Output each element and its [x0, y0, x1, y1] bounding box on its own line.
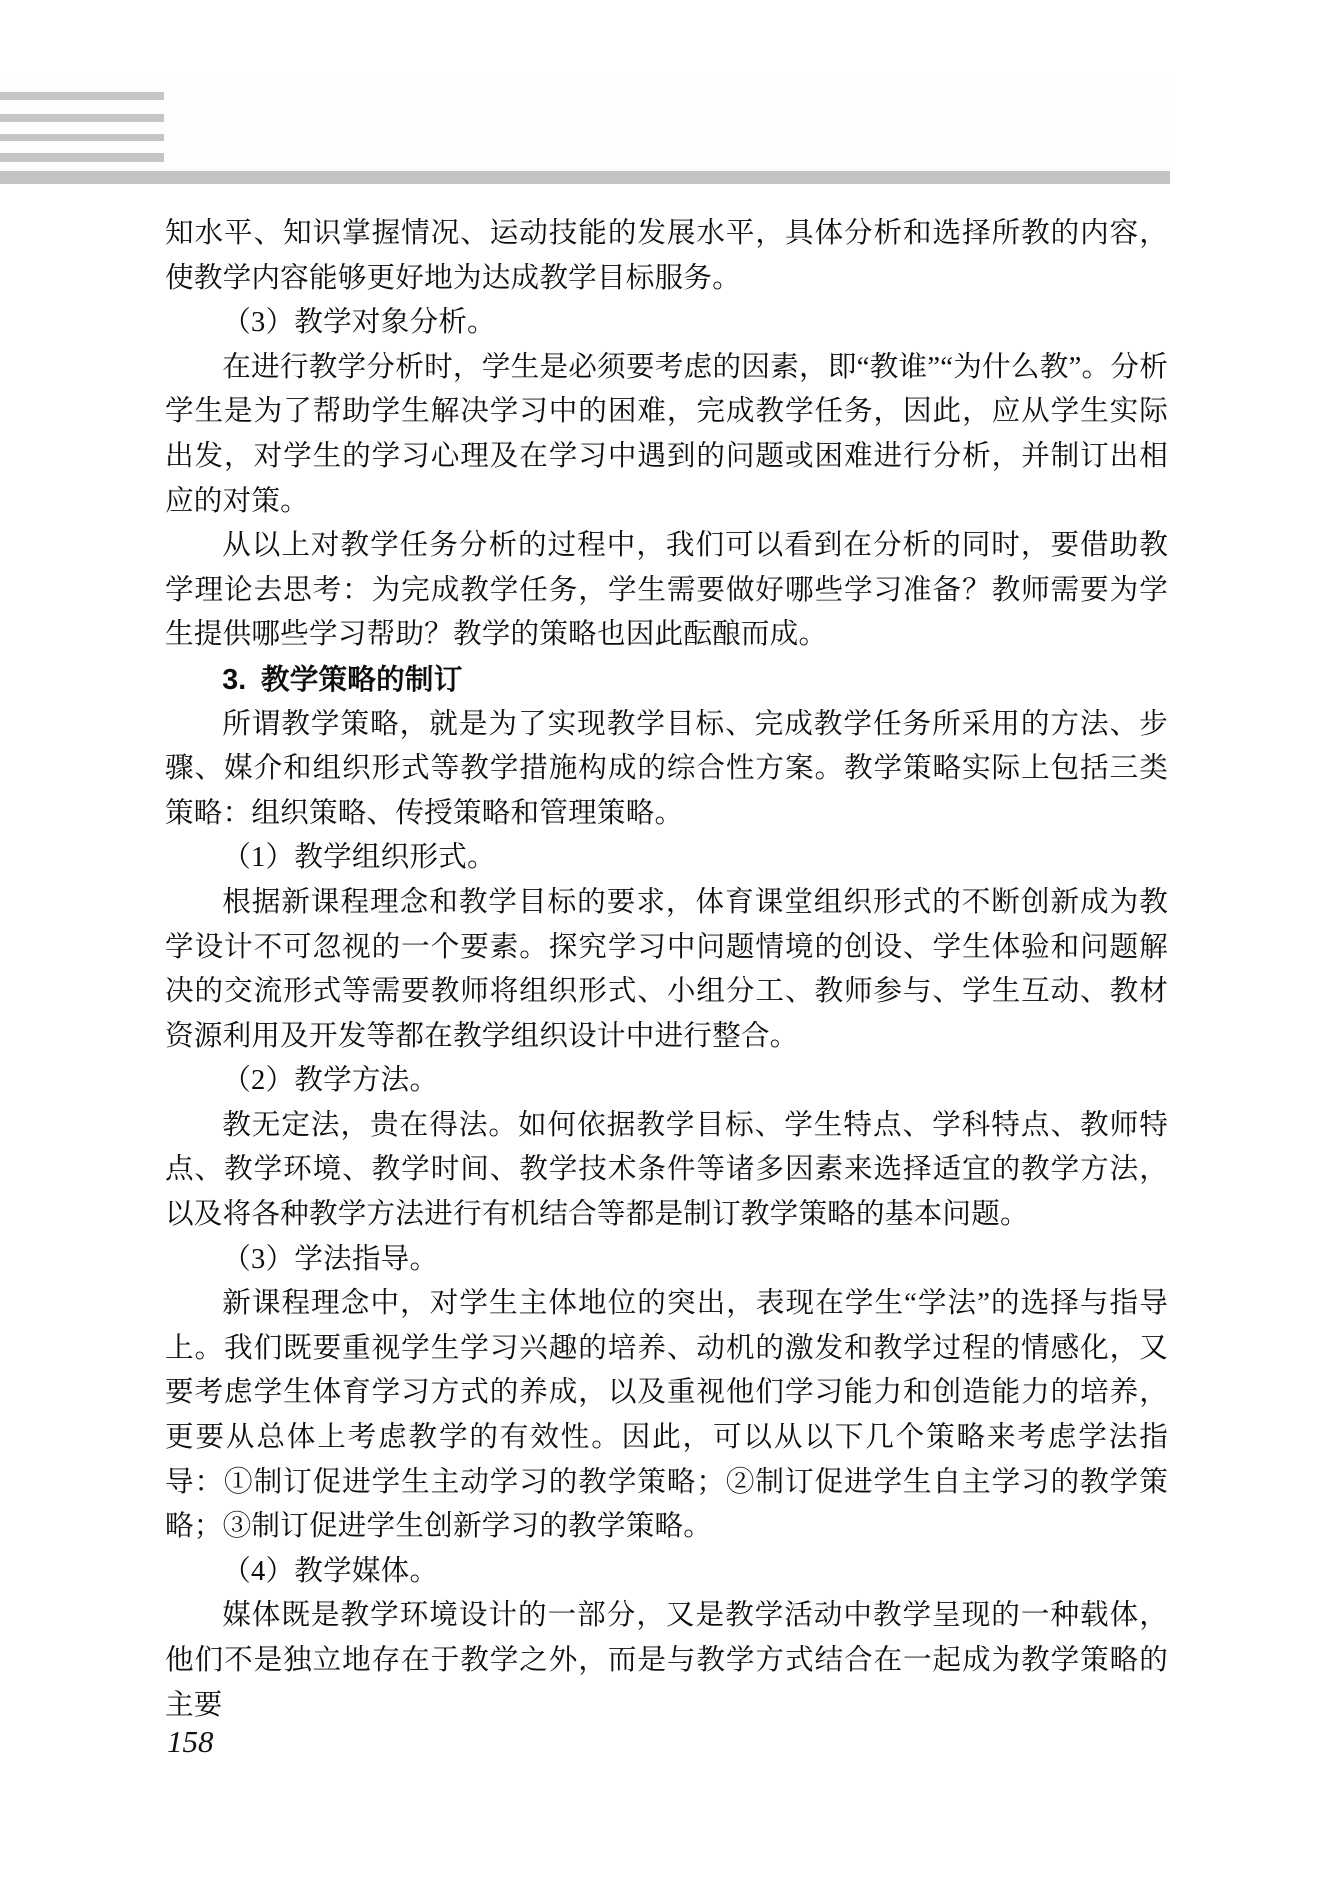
paragraph: 媒体既是教学环境设计的一部分，又是教学活动中教学呈现的一种载体，他们不是独立地存在于教学之外，而是与教学方式结合在一起成为教学策略的主要 — [165, 1600, 1168, 1721]
list-label-1-organization-form: （1）教学组织形式。 — [222, 842, 496, 874]
paragraph: 根据新课程理念和教学目标的要求，体育课堂组织形式的不断创新成为教学设计不可忽视的一个要素。探究学习中问题情境的创设、学生体验和问题解决的交流形式等需要教师将组织形式、小组分工、教师参与、学生互动、教材资源利用及开发等都在教学组织设计中进行整合。 — [165, 886, 1168, 1052]
paragraph: 新课程理念中，对学生主体地位的突出，表现在学生“学法”的选择与指导上。我们既要重视学生学习兴趣的培养、动机的激发和教学过程的情感化，又要考虑学生体育学习方式的养成，以及重视他们学习能力和创造能力的培养，更要从总体上考虑教学的有效性。因此，可以从以下几个策略来考虑学法指导：①制订促进学生主动学习的教学策略；②制订促进学生自主学习的教学策略；③制订促进学生创新学习的教学策略。 — [165, 1288, 1168, 1543]
header-bar-1 — [0, 92, 164, 100]
paragraph: 从以上对教学任务分析的过程中，我们可以看到在分析的同时，要借助教学理论去思考：为完成教学任务，学生需要做好哪些学习准备？教师需要为学生提供哪些学习帮助？教学的策略也因此酝酿而成。 — [165, 530, 1168, 651]
text-column — [165, 212, 1168, 1728]
header-panel — [0, 78, 1170, 171]
paragraph-continuation: 知水平、知识掌握情况、运动技能的发展水平，具体分析和选择所教的内容，使教学内容能够更好地为达成教学目标服务。 — [165, 218, 1168, 294]
header-bar-2 — [0, 114, 164, 122]
list-label-3-object-analysis: （3）教学对象分析。 — [222, 307, 496, 339]
header-bar-4 — [0, 153, 164, 162]
paragraph: 教无定法，贵在得法。如何依据教学目标、学生特点、学科特点、教师特点、教学环境、教学时间、教学技术条件等诸多因素来选择适宜的教学方法，以及将各种教学方法进行有机结合等都是制订教学策略的基本问题。 — [165, 1109, 1168, 1231]
list-label-3-learning-guidance: （3）学法指导。 — [222, 1243, 439, 1275]
paragraph: 所谓教学策略，就是为了实现教学目标、完成教学任务所采用的方法、步骤、媒介和组织形式等教学措施构成的综合性方案。教学策略实际上包括三类策略：组织策略、传授策略和管理策略。 — [165, 708, 1168, 829]
header-rule-bar — [0, 171, 1170, 184]
paragraph: 在进行教学分析时，学生是必须要考虑的因素，即“教谁”“为什么教”。分析学生是为了帮助学生解决学习中的困难，完成教学任务，因此，应从学生实际出发，对学生的学习心理及在学习中遇到的问题或困难进行分析，并制订出相应的对策。 — [165, 351, 1168, 517]
list-label-4-teaching-media: （4）教学媒体。 — [222, 1555, 439, 1587]
header-bar-3 — [0, 134, 164, 141]
page-number: 158 — [167, 1724, 214, 1759]
list-label-2-teaching-method: （2）教学方法。 — [222, 1065, 439, 1097]
section-heading-teaching-strategy: 3. 教学策略的制订 — [222, 663, 463, 696]
